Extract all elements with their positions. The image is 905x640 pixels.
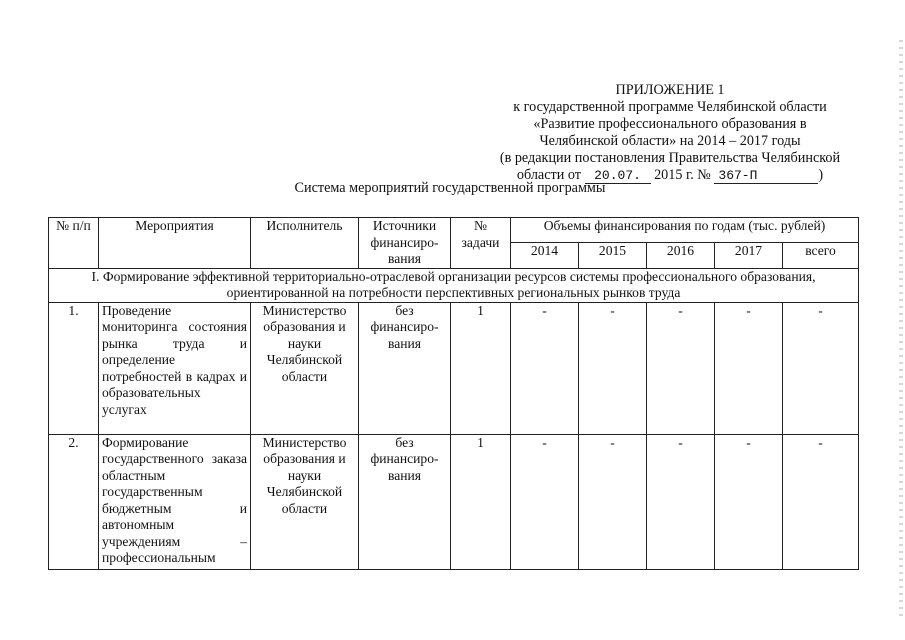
- header-line-5-prefix: области от: [516, 167, 581, 183]
- row-total: -: [783, 302, 859, 434]
- document-title: Система мероприятий государственной программы: [294, 180, 606, 196]
- table-header-row: [49, 218, 859, 243]
- header-activity: Мероприятия: [99, 218, 251, 269]
- row-2015: -: [579, 302, 647, 434]
- row-task: 1: [451, 434, 511, 569]
- header-line-2: «Развитие профессионального образования в: [533, 116, 807, 132]
- header-line-5-suffix: ): [818, 167, 824, 183]
- row-executor: Министерство образования и науки Челябинской области: [251, 302, 359, 434]
- header-line-5-middle: 2015 г. №: [654, 167, 711, 183]
- appendix-title: ПРИЛОЖЕНИЕ 1: [615, 82, 725, 98]
- resolution-number-field: 367-П: [714, 169, 818, 184]
- row-source: без финансиро-вания: [359, 302, 451, 434]
- row-2016: -: [647, 302, 715, 434]
- section-title: I. Формирование эффективной территориально-отраслевой организации ресурсов системы профессионального образования, ориентированной на потребности перспективных региональных рынков труда: [49, 268, 859, 302]
- header-executor: Исполнитель: [251, 218, 359, 269]
- header-funding-group: Объемы финансирования по годам (тыс. рублей): [511, 218, 859, 243]
- row-total: -: [783, 434, 859, 569]
- scan-edge-artifact: [899, 40, 903, 620]
- appendix-header: [470, 82, 870, 184]
- row-2016: -: [647, 434, 715, 569]
- resolution-date-field: 20.07.: [585, 169, 651, 184]
- row-2015: -: [579, 434, 647, 569]
- row-task: 1: [451, 302, 511, 434]
- row-source: без финансиро-вания: [359, 434, 451, 569]
- row-num: 2.: [49, 434, 99, 569]
- header-line-1: к государственной программе Челябинской области: [513, 99, 827, 115]
- row-activity: Проведение мониторинга состояния рынка труда и определение потребностей в кадрах и образовательных услугах: [99, 302, 251, 434]
- row-2014: -: [511, 302, 579, 434]
- header-num: № п/п: [49, 218, 99, 269]
- header-line-4: (в редакции постановления Правительства Челябинской: [499, 150, 841, 166]
- row-num: 1.: [49, 302, 99, 434]
- section-row: [49, 268, 859, 302]
- table-row: [49, 302, 859, 434]
- header-total: всего: [783, 243, 859, 268]
- row-2017: -: [715, 434, 783, 569]
- header-line-3: Челябинской области» на 2014 – 2017 годы: [539, 133, 801, 149]
- table-row: [49, 434, 859, 569]
- header-year-2016: 2016: [647, 243, 715, 268]
- row-executor: Министерство образования и науки Челябинской области: [251, 434, 359, 569]
- header-sources: Источники финансиро-вания: [359, 218, 451, 269]
- header-year-2017: 2017: [715, 243, 783, 268]
- row-activity: Формирование государственного заказа областным государственным бюджетным и автономным учреждениям – профессиональным: [99, 434, 251, 569]
- activities-table: [48, 217, 859, 570]
- header-year-2014: 2014: [511, 243, 579, 268]
- row-2014: -: [511, 434, 579, 569]
- row-2017: -: [715, 302, 783, 434]
- header-year-2015: 2015: [579, 243, 647, 268]
- header-task-num: № задачи: [451, 218, 511, 269]
